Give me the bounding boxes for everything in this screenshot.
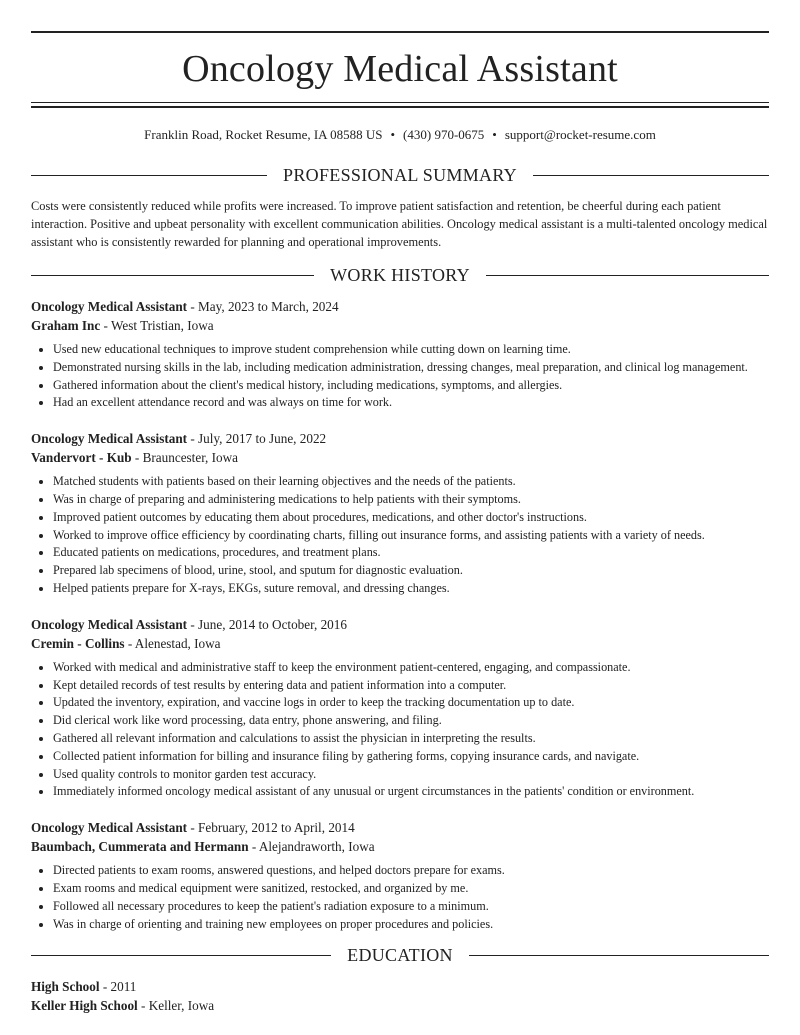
job-location: - West Tristian, Iowa: [100, 318, 214, 333]
contact-address: Franklin Road, Rocket Resume, IA 08588 US: [144, 127, 383, 142]
education-year: - 2011: [99, 979, 137, 995]
job-company-line: [31, 316, 769, 335]
resume-title: Oncology Medical Assistant: [182, 48, 618, 90]
job-role: Oncology Medical Assistant: [31, 299, 188, 314]
job-company: Vandervort - Kub: [31, 450, 132, 466]
job-bullet: • Kept detailed records of test results by entering data and patient information into a computer.: [53, 677, 769, 695]
job-company: Graham Inc: [31, 318, 101, 333]
job-bullet: • Updated the inventory, expiration, and vaccine logs in order to keep the tracking documentation up to date.: [53, 694, 769, 712]
job-dates: - July, 2017 to June, 2022: [187, 431, 327, 447]
job-bullet: • Worked to improve office efficiency by coordinating charts, filling out insurance forms, and assisting patients with a variety of needs.: [53, 527, 769, 545]
job-title-line: [31, 429, 769, 448]
education-entry: [31, 977, 769, 1015]
job-role: Oncology Medical Assistant: [31, 820, 188, 836]
job-bullet: • Directed patients to exam rooms, answered questions, and helped doctors prepare for exams.: [53, 862, 769, 880]
job-bullet: • Prepared lab specimens of blood, urine, stool, and sputum for diagnostic evaluation.: [53, 562, 769, 580]
job-bullet: • Used new educational techniques to improve student comprehension while cutting down on learning time.: [53, 341, 769, 359]
job-location: - Alejandraworth, Iowa: [248, 839, 375, 855]
job-company-line: [31, 448, 769, 467]
top-rule: [31, 31, 769, 33]
job-bullet: • Gathered all relevant information and calculations to assist the physician in interpreting the results.: [53, 730, 769, 748]
job-bullet: • Gathered information about the client's medical history, including medications, symptoms, and allergies.: [53, 377, 769, 395]
job-bullet: • Was in charge of preparing and administering medications to help patients with their symptoms.: [53, 491, 769, 509]
job-bullet: • Worked with medical and administrative staff to keep the environment patient-centered, engaging, and compassionate.: [53, 659, 769, 677]
job-bullets: [31, 659, 769, 801]
education-degree-line: [31, 977, 769, 996]
job-title-line: [31, 297, 769, 316]
job-entry: [31, 429, 769, 598]
job-bullet: • Was in charge of orienting and training new employees on proper procedures and policies.: [53, 916, 769, 934]
job-company-line: [31, 634, 769, 653]
contact-phone: (430) 970-0675: [403, 127, 485, 142]
section-rule: [31, 275, 314, 276]
education-school-line: [31, 996, 769, 1015]
job-bullets: [31, 341, 769, 412]
education-location: - Keller, Iowa: [137, 998, 215, 1014]
job-bullet: • Educated patients on medications, procedures, and treatment plans.: [53, 544, 769, 562]
work-history-list: [31, 297, 769, 933]
title-double-rule: [31, 102, 769, 108]
job-company: Cremin - Collins: [31, 635, 125, 651]
section-rule: [31, 955, 331, 956]
job-bullet: • Exam rooms and medical equipment were sanitized, restocked, and organized by me.: [53, 880, 769, 898]
job-bullet: • Matched students with patients based on their learning objectives and the needs of the patients.: [53, 473, 769, 491]
job-bullet: • Had an excellent attendance record and was always on time for work.: [53, 394, 769, 412]
job-bullet: • Helped patients prepare for X-rays, EKGs, suture removal, and dressing changes.: [53, 580, 769, 598]
job-location: - Brauncester, Iowa: [131, 450, 239, 466]
job-title-line: [31, 818, 769, 837]
job-bullet: • Used quality controls to monitor garden test accuracy.: [53, 766, 769, 784]
contact-line: [31, 127, 769, 143]
section-heading-label: PROFESSIONAL SUMMARY: [283, 165, 517, 185]
job-bullet: • Collected patient information for billing and insurance filing by gathering forms, copying insurance cards, and navigate.: [53, 748, 769, 766]
job-bullet: • Immediately informed oncology medical assistant of any unusual or urgent circumstances in the patients' condition or environment.: [53, 783, 769, 801]
section-heading-label: WORK HISTORY: [330, 265, 470, 285]
education-school: Keller High School: [31, 998, 138, 1014]
section-heading-work: [31, 265, 769, 285]
resume-page: [31, 0, 769, 1015]
job-role: Oncology Medical Assistant: [31, 431, 188, 447]
section-rule: [31, 175, 267, 176]
job-company-line: [31, 837, 769, 856]
job-bullet: • Followed all necessary procedures to keep the patient's radiation exposure to a minimum.: [53, 898, 769, 916]
contact-separator: •: [390, 127, 396, 142]
job-role: Oncology Medical Assistant: [31, 616, 188, 632]
job-dates: - May, 2023 to March, 2024: [187, 299, 339, 314]
job-dates: - February, 2012 to April, 2014: [187, 820, 355, 836]
job-bullet: • Did clerical work like word processing, data entry, phone answering, and filing.: [53, 712, 769, 730]
section-rule: [533, 175, 769, 176]
job-title-line: [31, 615, 769, 634]
job-entry: [31, 818, 769, 933]
job-entry: [31, 297, 769, 412]
section-heading-label: EDUCATION: [347, 945, 453, 966]
contact-separator: •: [492, 127, 497, 142]
job-bullet: • Improved patient outcomes by educating them about procedures, medications, and other doctor's instructions.: [53, 509, 769, 527]
job-bullets: [31, 473, 769, 598]
job-entry: [31, 615, 769, 801]
job-bullet: • Demonstrated nursing skills in the lab, including medication administration, dressing changes, meal preparation, and clinical log management.: [53, 359, 769, 377]
contact-email: support@rocket-resume.com: [504, 127, 656, 142]
section-rule: [469, 955, 769, 956]
professional-summary: Costs were consistently reduced while profits were increased. To improve patient satisfaction and retention, be cheerful during each patient interaction. Positive and upbeat personality with excellent communication abilities. Oncology medical assistant is a multi-talented oncology medical assistant who is consistently rewarded for planning and operational improvements.: [31, 199, 768, 249]
job-location: - Alenestad, Iowa: [124, 635, 221, 651]
job-dates: - June, 2014 to October, 2016: [187, 616, 347, 632]
job-company: Baumbach, Cummerata and Hermann: [31, 839, 249, 855]
job-bullets: [31, 862, 769, 933]
section-rule: [486, 275, 769, 276]
section-heading-education: [31, 945, 769, 965]
education-degree: High School: [31, 979, 100, 995]
section-heading-summary: [31, 165, 769, 185]
